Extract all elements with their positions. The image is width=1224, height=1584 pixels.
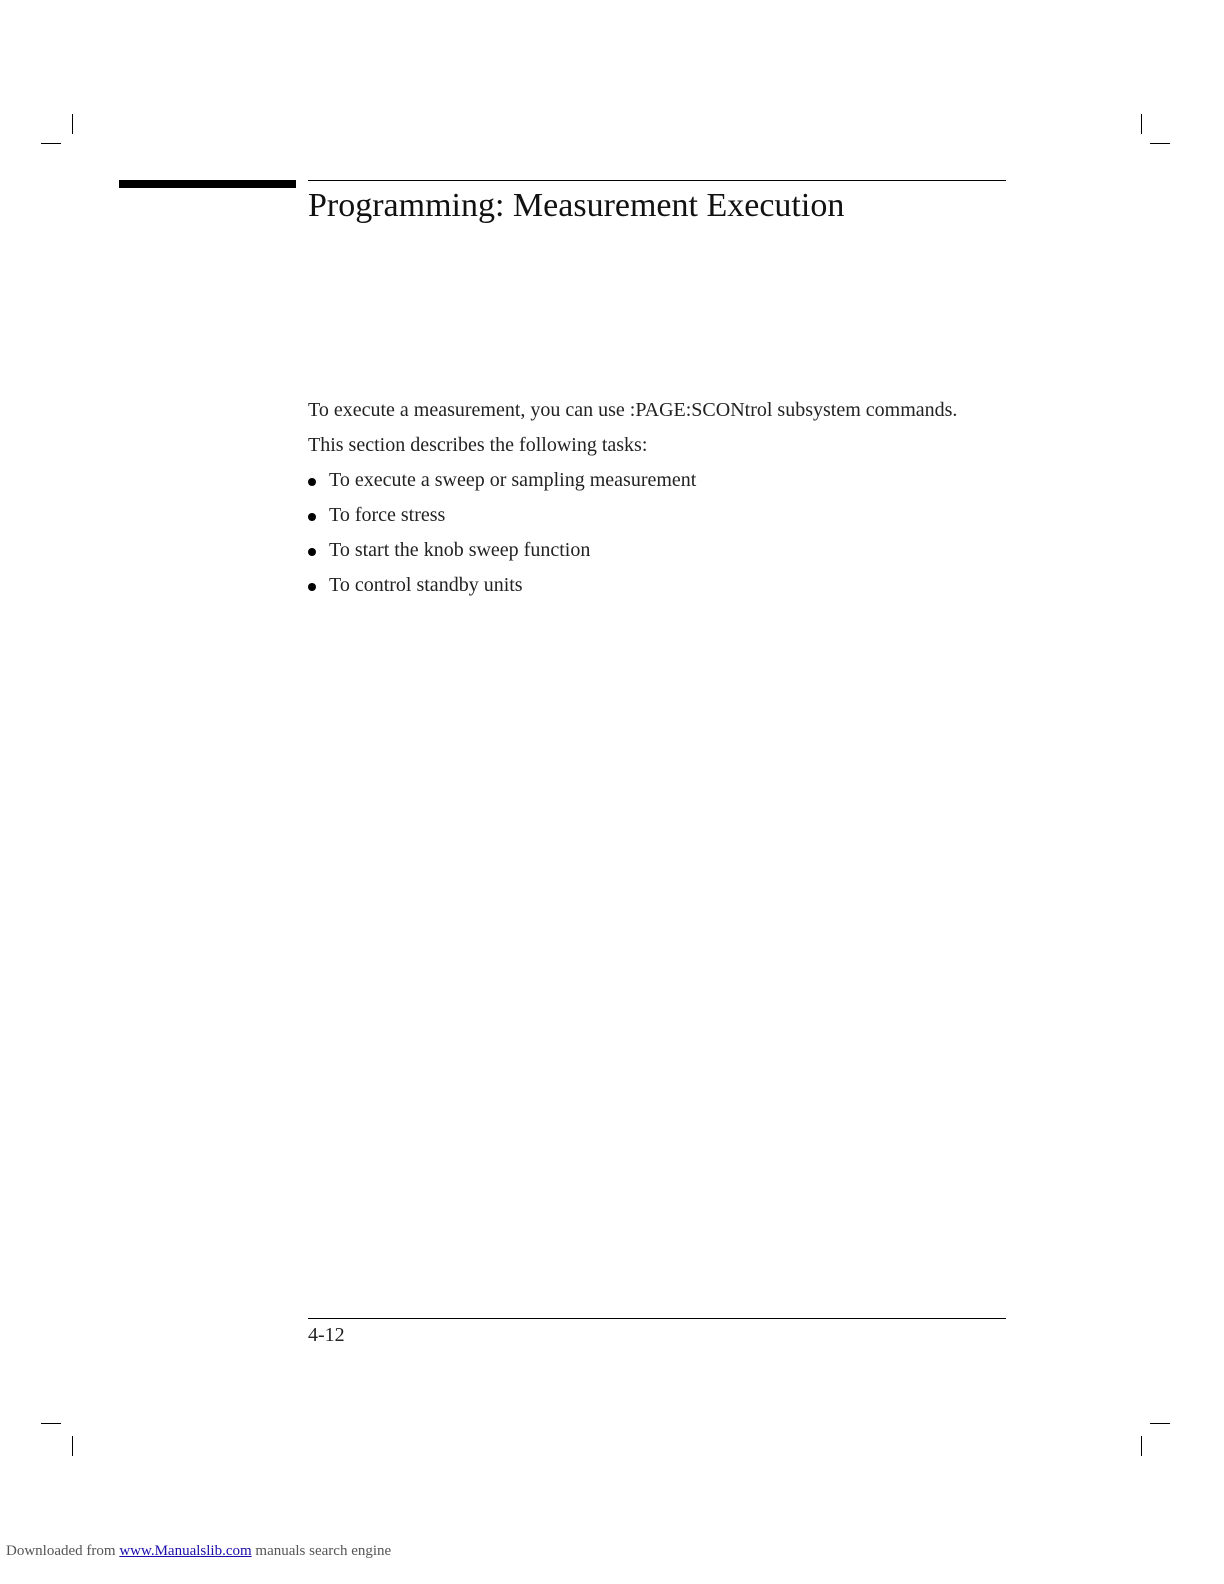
crop-mark-bottom-right-h [1150,1423,1170,1424]
task-text: To execute a sweep or sampling measurement [329,469,697,491]
crop-mark-bottom-left-h [41,1423,61,1424]
body-text [308,398,968,608]
intro-paragraph: To execute a measurement, you can use :PAGE:SCONtrol subsystem commands. [308,399,958,421]
download-footer [6,1541,391,1561]
page-number: 4-12 [308,1324,345,1346]
crop-mark-top-left-v [72,114,73,134]
footer-rule [308,1318,1006,1319]
task-item [308,538,968,562]
bullet-icon [308,548,316,556]
manualslib-link[interactable]: www.Manualslib.com [119,1543,252,1559]
page-title: Programming: Measurement Execution [308,187,845,224]
footer-suffix: manuals search engine [255,1543,392,1559]
task-item [308,503,968,527]
crop-mark-bottom-right-v [1141,1436,1142,1456]
bullet-icon [308,478,316,486]
bullet-icon [308,513,316,521]
task-list [308,468,968,597]
chapter-thick-bar [119,180,296,188]
tasks-lead: This section describes the following tasks: [308,434,648,456]
crop-mark-top-right-h [1150,143,1170,144]
task-text: To control standby units [329,574,523,596]
crop-mark-bottom-left-v [72,1436,73,1456]
crop-mark-top-left-h [41,143,61,144]
task-text: To start the knob sweep function [329,539,591,561]
crop-mark-top-right-v [1141,114,1142,134]
task-text: To force stress [329,504,446,526]
footer-prefix: Downloaded from [6,1543,116,1559]
title-rule [308,180,1006,181]
task-item [308,468,968,492]
bullet-icon [308,583,316,591]
task-item [308,573,968,597]
